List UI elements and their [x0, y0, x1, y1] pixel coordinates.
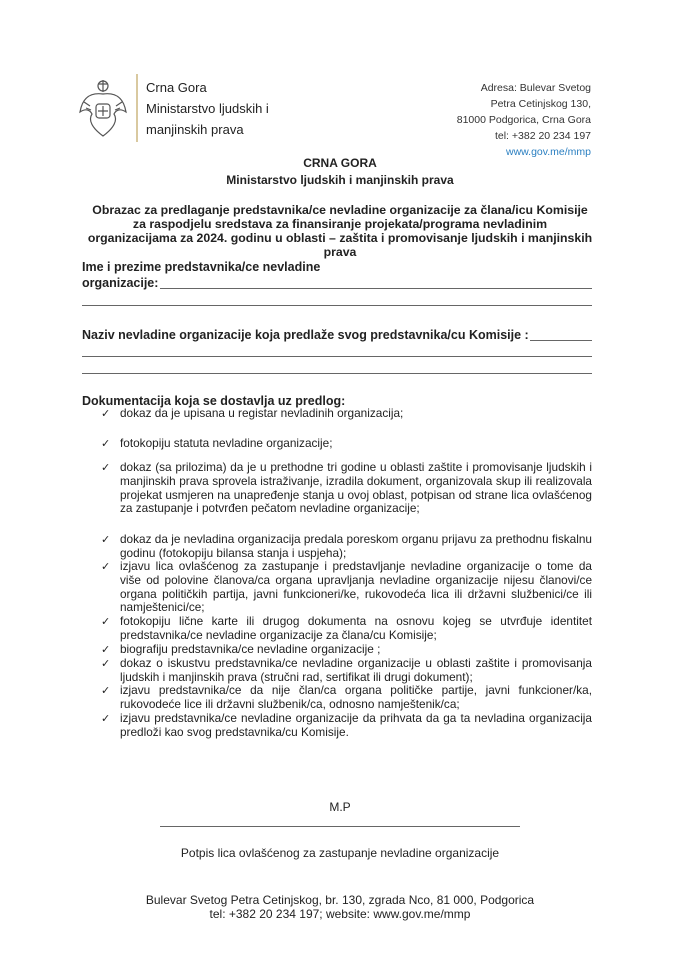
signature-caption: Potpis lica ovlašćenog za zastupanje nevladine organizacije: [180, 846, 500, 860]
address-line: Petra Cetinjskog 130,: [490, 98, 591, 110]
org-input-line-3[interactable]: [82, 373, 592, 374]
footer-contact: tel: +382 20 234 197; website: www.gov.me/mmp: [209, 907, 471, 921]
check-icon: ✓: [101, 408, 111, 420]
check-icon: ✓: [101, 658, 111, 670]
title-line: za raspodjelu sredstava za finansiranje projekata/programa nevladinim: [132, 217, 548, 231]
document-list-item: dokaz da je upisana u registar nevladinih organizacija;: [120, 406, 404, 420]
name-input-line-2[interactable]: [82, 305, 592, 306]
address-line: 81000 Podgorica, Crna Gora: [456, 114, 591, 126]
check-icon: ✓: [101, 534, 111, 546]
address-block: [457, 80, 591, 160]
check-icon: ✓: [101, 616, 111, 628]
document-list-item: dokaz (sa prilozima) da je u prethodne tri godine u oblasti zaštite i promovisanje ljudskih i manjinskih prava sprovela istraživanje, izradila dokument, organizovala skup ili realizovala projekat usmjeren na unapređenje stanja u ovoj oblast, potpisan od strane lica ovlašćenog za zastupanje i potvrđen pečatom nevladine organizacije;: [120, 460, 592, 516]
signature-line[interactable]: [160, 826, 520, 827]
document-list-item: izjavu predstavnika/ce da nije član/ca organa političke partije, javni funkcioner/ka, rukovodeće lice ili državni službenik/ca, odnosno namještenik/ca;: [120, 683, 592, 711]
name-input-line[interactable]: [160, 288, 592, 289]
country-heading: CRNA GORA: [303, 156, 377, 170]
document-list-item: fotokopiju statuta nevladine organizacije;: [120, 436, 333, 450]
org-input-line-2[interactable]: [82, 356, 592, 357]
name-label: Ime i prezime predstavnika/ce nevladine: [82, 260, 321, 274]
check-icon: ✓: [101, 462, 111, 474]
check-icon: ✓: [101, 685, 111, 697]
ministry-name: [146, 77, 269, 140]
org-line: Crna Gora: [146, 80, 207, 95]
stamp-label: M.P: [329, 800, 351, 814]
phone: tel: +382 20 234 197: [494, 130, 591, 142]
ministry-heading: Ministarstvo ljudskih i manjinskih prava: [226, 173, 454, 187]
footer-address: Bulevar Svetog Petra Cetinjskog, br. 130, zgrada Nco, 81 000, Podgorica: [145, 893, 535, 907]
document-list-item: dokaz o iskustvu predstavnika/ce nevladine organizacije u oblasti zaštite i promovisanja ljudskih i manjinskih prava (stručni rad, sertifikat ili drugi dokument);: [120, 656, 592, 684]
website-link[interactable]: www.gov.me/mmp: [506, 146, 591, 158]
check-icon: ✓: [101, 438, 111, 450]
document-list-item: fotokopiju lične karte ili drugog dokumenta na osnovu kojeg se utvrđuje identitet predstavnika/ce nevladine organizacije za člana/cu Komisije;: [120, 614, 592, 642]
check-icon: ✓: [101, 561, 111, 573]
check-icon: ✓: [101, 644, 111, 656]
org-line: manjinskih prava: [146, 122, 244, 137]
org-line: Ministarstvo ljudskih i: [146, 101, 269, 116]
documents-heading: Dokumentacija koja se dostavlja uz predlog:: [82, 394, 346, 408]
address-line: Adresa: Bulevar Svetog: [480, 82, 591, 94]
check-icon: ✓: [101, 713, 111, 725]
title-line: Obrazac za predlaganje predstavnika/ce nevladine organizacije za člana/icu Komisije: [92, 203, 588, 217]
header-divider: [136, 74, 138, 142]
title-line: organizacijama za 2024. godinu u oblasti – zaštita i promovisanje ljudskih i manjinskih: [87, 231, 593, 245]
document-list-item: izjavu predstavnika/ce nevladine organizacije da prihvata da ga ta nevladina organizacija predloži kao svog predstavnika/cu Komisije.: [120, 711, 592, 739]
org-label: Naziv nevladine organizacije koja predlaže svog predstavnika/cu Komisije :: [82, 328, 529, 342]
org-input-line[interactable]: [530, 340, 592, 341]
document-list-item: biografiju predstavnika/ce nevladine organizacije ;: [120, 642, 381, 656]
document-list-item: dokaz da je nevladina organizacija predala poreskom organu prijavu za prethodnu fiskalnu godinu (fotokopiju bilansa stanja i uspjeha);: [120, 532, 592, 560]
name-label-cont: organizacije:: [82, 276, 159, 290]
coat-of-arms-logo: [78, 78, 128, 140]
document-list-item: izjavu lica ovlašćenog za zastupanje i predstavljanje nevladine organizacije o tome da više od polovine članova/ca organa upravljanja nevladine organizacije nijesu članovi/ce organa političkih partija, javni funkcioneri/ke, rukovodeća lica ili državni službenici/ce ili namještenici/ce;: [120, 559, 592, 615]
title-line: prava: [323, 245, 357, 259]
form-title: [60, 203, 620, 259]
